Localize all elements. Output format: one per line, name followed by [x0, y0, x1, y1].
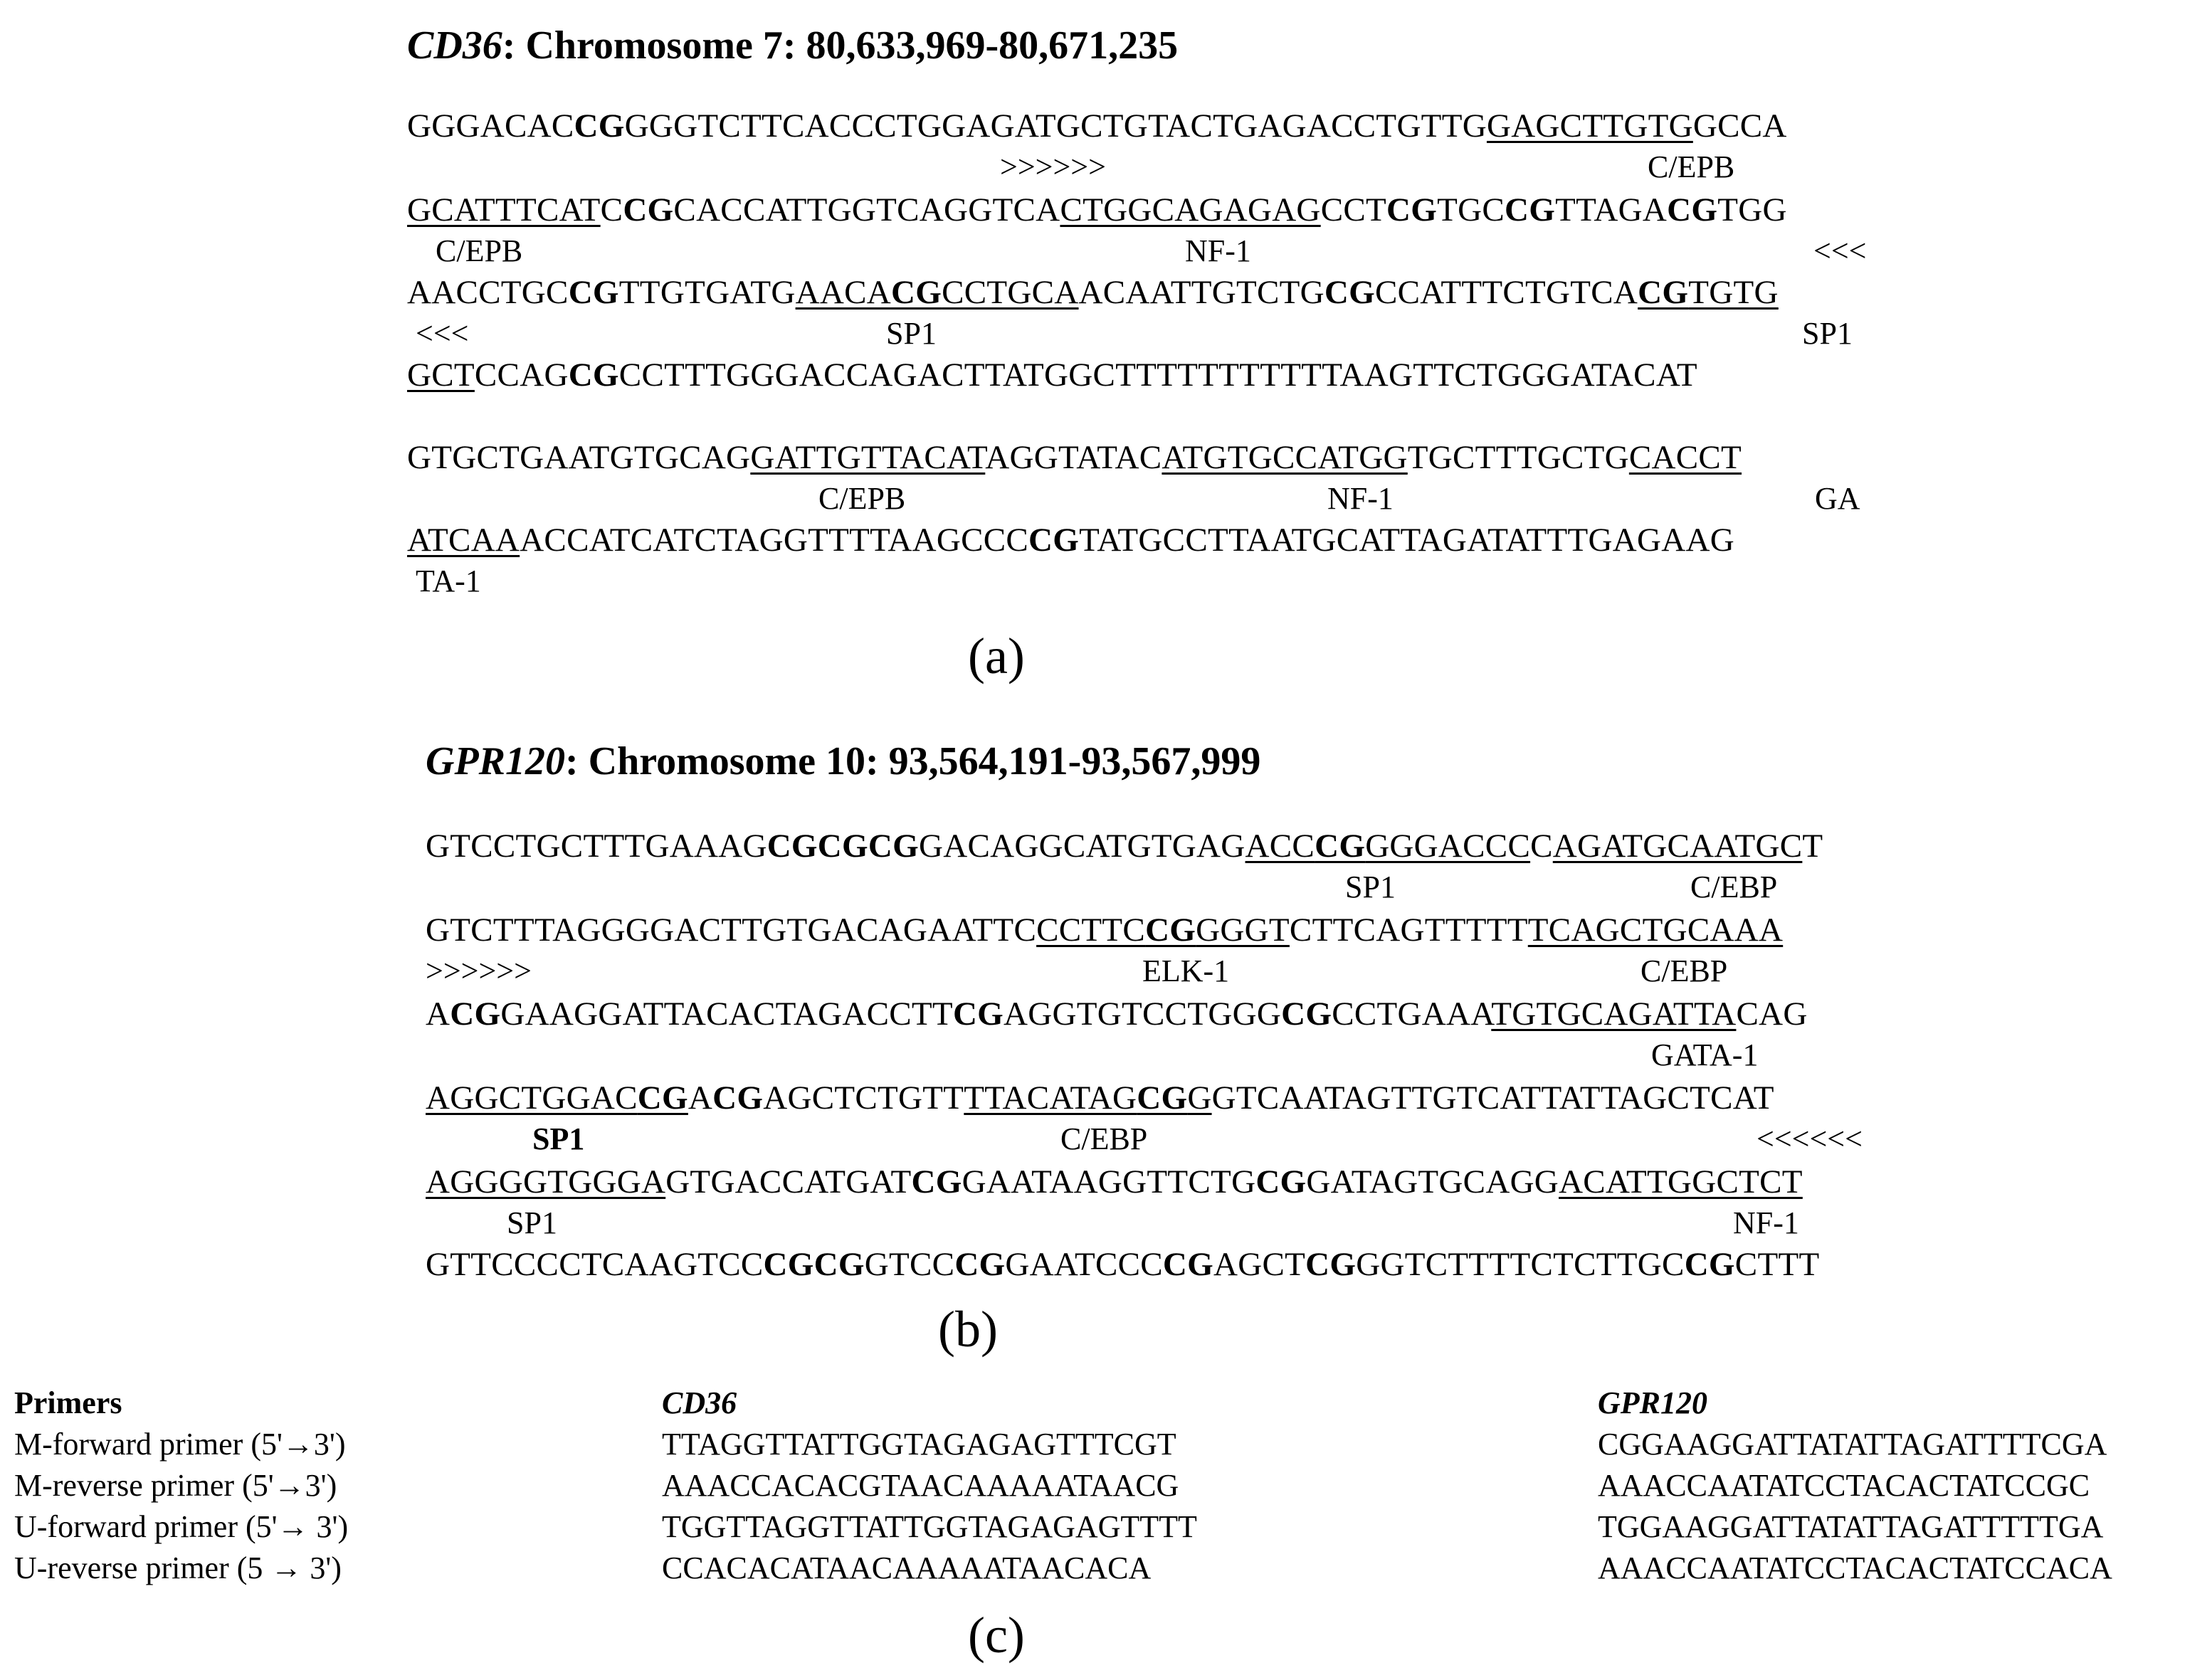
tf-label-elk1: ELK-1 — [1142, 953, 1230, 988]
seq-segment: GCCA — [1692, 107, 1787, 144]
cpg-site: CG — [1667, 191, 1718, 228]
seq-segment: AGGTGTCCTGGG — [1004, 995, 1282, 1032]
tf-binding-site: CCTTC — [1036, 912, 1146, 949]
seq-segment: C — [600, 191, 623, 228]
seq-segment: TGCTTTGCTG — [1407, 439, 1629, 476]
tf-binding-site: ACATTGGCTCT — [1559, 1163, 1803, 1200]
tf-binding-site: ATGTGCCATGG — [1162, 439, 1408, 476]
seq-a-line-4 — [407, 356, 1697, 393]
primer-seq-cd36: TTAGGTTATTGGTAGAGAGTTTCGT — [662, 1427, 1176, 1462]
tf-binding-site: TGTGCAGATTA — [1491, 995, 1737, 1032]
seq-segment: GACAGGCATGTGAG — [919, 828, 1245, 865]
primer-seq-cd36: TGGTTAGGTTATTGGTAGAGAGTTTT — [662, 1509, 1197, 1544]
tf-label-gata1-part1: GA — [1815, 481, 1860, 516]
seq-segment: CCAG — [474, 356, 569, 393]
tf-label-sp1: SP1 — [1345, 870, 1396, 904]
cpg-site: CG — [1386, 191, 1438, 228]
panel-a-title — [407, 23, 1179, 68]
tf-binding-site: GAGCTTGTG — [1486, 107, 1693, 144]
gpr120-header: GPR120 — [1598, 1385, 1707, 1420]
tf-label-sp1: SP1 — [886, 316, 937, 351]
tf-binding-site: CG — [637, 1079, 688, 1116]
seq-segment: AGCTCTGTT — [763, 1079, 964, 1116]
seq-segment: GGGTCTTCACCCTGGAGATGCTGTACTGAGACCTGTTG — [624, 107, 1487, 144]
cpg-site: CG — [1255, 1163, 1307, 1200]
seq-segment: AACCTGC — [407, 274, 569, 311]
tf-binding-site: GGGACCC — [1365, 828, 1531, 865]
primer-seq-gpr120: TGGAAGGATTATATTAGATTTTTGA — [1598, 1509, 2104, 1544]
motif-arrow-reverse: <<< — [416, 316, 469, 351]
seq-a-line-5 — [407, 441, 1742, 475]
tf-binding-site: CG — [1145, 912, 1196, 949]
tf-binding-site: TTACATAG — [964, 1079, 1137, 1116]
cpg-site: CG — [1305, 1246, 1357, 1283]
seq-segment: GAATAAGGTTCTG — [962, 1163, 1256, 1200]
cd36-header: CD36 — [662, 1385, 737, 1420]
tf-label-cebp: C/EPB — [818, 481, 906, 516]
seq-segment: GGGACAC — [407, 107, 574, 144]
tf-label-sp1: SP1 — [507, 1205, 557, 1240]
seq-segment: ACAATTGTCTG — [1078, 274, 1324, 311]
cpg-site: CG — [1162, 1246, 1214, 1283]
tf-label-nf1: NF-1 — [1733, 1205, 1799, 1240]
tf-binding-site: CG — [1638, 274, 1689, 311]
tf-binding-site: CTGGCAGAGAG — [1060, 191, 1321, 228]
seq-segment: GTCTTTAGGGGACTTGTGACAGAATTC — [426, 912, 1037, 949]
tf-binding-site: ACC — [1245, 828, 1315, 865]
seq-a-line-6 — [407, 524, 1734, 557]
cpg-site: CG — [568, 274, 619, 311]
seq-segment: TTGTGATG — [618, 274, 796, 311]
primer-name: U-forward primer (5'→ 3') — [14, 1509, 349, 1544]
tf-label-gata1-part2: TA-1 — [416, 564, 481, 598]
cpg-site: CG — [568, 356, 619, 393]
seq-segment: CACCATTGGTCAGGTCA — [673, 191, 1060, 228]
seq-segment: A — [688, 1079, 713, 1116]
primer-seq-cd36: CCACACATAACAAAAATAACACA — [662, 1550, 1152, 1585]
tf-binding-site: AGATGCAATGC — [1552, 828, 1803, 865]
seq-segment: GATAGTGCAGG — [1306, 1163, 1559, 1200]
seq-segment: CTTCAGTTTTT — [1289, 912, 1528, 949]
tf-label-nf1: NF-1 — [1185, 233, 1251, 268]
seq-segment: GTCCTGCTTTGAAAG — [426, 828, 767, 865]
cpg-site: CG — [954, 1246, 1006, 1283]
cpg-site: CG — [623, 191, 674, 228]
tf-label-gata1: GATA-1 — [1651, 1037, 1759, 1072]
seq-b-line-5 — [426, 1163, 1803, 1200]
seq-segment: CAG — [1736, 995, 1808, 1032]
tf-binding-site: G — [1187, 1079, 1212, 1116]
primer-seq-gpr120: AAACCAATATCCTACACTATCCACA — [1598, 1550, 2112, 1585]
tf-label-cebp: C/EPB — [1648, 149, 1735, 184]
seq-segment: C — [1530, 828, 1553, 865]
cpg-site: CGCG — [763, 1246, 865, 1283]
seq-segment: ACCATCATCTAGGTTTTAAGCCC — [520, 522, 1029, 559]
cpg-site: CG — [574, 107, 625, 144]
primer-name: M-forward primer (5'→3') — [14, 1427, 346, 1462]
cpg-site: CG — [712, 1079, 764, 1116]
seq-b-line-2 — [426, 914, 1783, 947]
tf-binding-site: AGGCTGGAC — [426, 1079, 638, 1116]
seq-segment: GAAGGATTACACTAGACCTT — [500, 995, 953, 1032]
seq-segment: CCTTTGGGACCAGACTTATGGCTTTTTTTTTTTAAGTTCTGGGATACAT — [618, 356, 1697, 393]
tf-binding-site: ATCAA — [407, 522, 520, 559]
motif-arrow-forward: >>>>>> — [1000, 149, 1106, 184]
tf-label-cebp: C/EPB — [436, 233, 523, 268]
seq-segment: AGCT — [1213, 1246, 1306, 1283]
seq-a-line-3 — [407, 276, 1779, 310]
tf-binding-site: GCT — [407, 356, 475, 393]
seq-segment: GAATCCC — [1005, 1246, 1163, 1283]
tf-binding-site: TGTG — [1688, 274, 1779, 311]
tf-binding-site: GATTGTTACAT — [750, 439, 986, 476]
tf-binding-site: TCAGCTGCAAA — [1527, 912, 1784, 949]
seq-b-line-4 — [426, 1079, 1774, 1116]
cpg-site: CG — [952, 995, 1004, 1032]
tf-label-cebp: C/EBP — [1690, 870, 1778, 904]
seq-segment: GTTCCCCTCAAGTCC — [426, 1246, 764, 1283]
cpg-site: CG — [1028, 522, 1080, 559]
seq-segment: GTGCTGAATGTGCAG — [407, 439, 751, 476]
panel-b-label: (b) — [938, 1301, 998, 1358]
seq-a-line-1 — [407, 107, 1787, 144]
seq-segment: CCT — [1320, 191, 1386, 228]
tf-binding-site: AGGGGTGGGA — [426, 1163, 666, 1200]
tf-binding-site: CG — [1315, 828, 1366, 865]
panel-a-label: (a) — [968, 628, 1025, 685]
primer-seq-cd36: AAACCACACGTAACAAAAATAACG — [662, 1468, 1179, 1503]
cpg-site: CG — [1281, 995, 1332, 1032]
tf-label-sp1: SP1 — [532, 1121, 585, 1156]
panel-b-title — [426, 741, 1260, 781]
panel-b-location: : Chromosome 10: 93,564,191-93,567,999 — [565, 739, 1261, 783]
primer-seq-gpr120: CGGAAGGATTATATTAGATTTTCGA — [1598, 1427, 2107, 1462]
cpg-site: CG — [450, 995, 501, 1032]
seq-segment: TGG — [1717, 191, 1787, 228]
tf-label-sp1: SP1 — [1802, 316, 1853, 351]
cpg-site: CG — [1505, 191, 1556, 228]
cpg-site: CGCGCG — [767, 828, 919, 865]
seq-segment: TATGCCTTAATGCATTAGATATTTGAGAAG — [1079, 522, 1734, 559]
seq-segment: CCTGAAA — [1332, 995, 1492, 1032]
tf-binding-site: AACA — [795, 274, 891, 311]
seq-b-line-3 — [426, 995, 1808, 1032]
panel-a-gene: CD36 — [407, 23, 502, 68]
tf-binding-site: GGGT — [1196, 912, 1290, 949]
tf-label-cebp: C/EBP — [1640, 953, 1728, 988]
panel-a-location: : Chromosome 7: 80,633,969-80,671,235 — [502, 23, 1179, 68]
motif-arrow-reverse: <<< — [1813, 233, 1867, 268]
tf-binding-site: CACCT — [1628, 439, 1742, 476]
primer-name: U-reverse primer (5 → 3') — [14, 1550, 342, 1585]
tf-label-cebp: C/EBP — [1060, 1121, 1148, 1156]
tf-label-nf1: NF-1 — [1327, 481, 1394, 516]
seq-segment: CCATTTCTGTCA — [1374, 274, 1638, 311]
tf-binding-site: CCTGCA — [942, 274, 1079, 311]
seq-segment: TGC — [1437, 191, 1505, 228]
cpg-site: CG — [911, 1163, 962, 1200]
seq-segment: CTTT — [1734, 1246, 1820, 1283]
seq-segment: GTGACCATGAT — [665, 1163, 912, 1200]
primer-name: M-reverse primer (5'→3') — [14, 1468, 337, 1503]
primer-seq-gpr120: AAACCAATATCCTACACTATCCGC — [1598, 1468, 2090, 1503]
tf-binding-site: CG — [890, 274, 942, 311]
tf-binding-site: CG — [1137, 1079, 1188, 1116]
seq-segment: AGGTATAC — [985, 439, 1162, 476]
cpg-site: CG — [1684, 1246, 1735, 1283]
panel-b-gene: GPR120 — [426, 739, 565, 783]
seq-segment: A — [426, 995, 451, 1032]
seq-segment: GGTCTTTTCTCTTGC — [1356, 1246, 1685, 1283]
seq-segment: GTCAATAGTTGTCATTATTAGCTCAT — [1211, 1079, 1774, 1116]
motif-arrow-forward: >>>>>> — [426, 953, 532, 988]
seq-segment: GTCC — [864, 1246, 955, 1283]
cpg-site: CG — [1324, 274, 1375, 311]
panel-c-label: (c) — [968, 1607, 1025, 1664]
primers-header: Primers — [14, 1385, 122, 1420]
seq-b-line-1 — [426, 830, 1823, 863]
seq-a-line-2 — [407, 191, 1787, 228]
seq-b-line-6 — [426, 1248, 1819, 1282]
seq-segment: TTAGA — [1555, 191, 1668, 228]
seq-segment: T — [1802, 828, 1823, 865]
motif-arrow-reverse: <<<<<< — [1757, 1121, 1863, 1156]
tf-binding-site: GCATTTCAT — [407, 191, 601, 228]
